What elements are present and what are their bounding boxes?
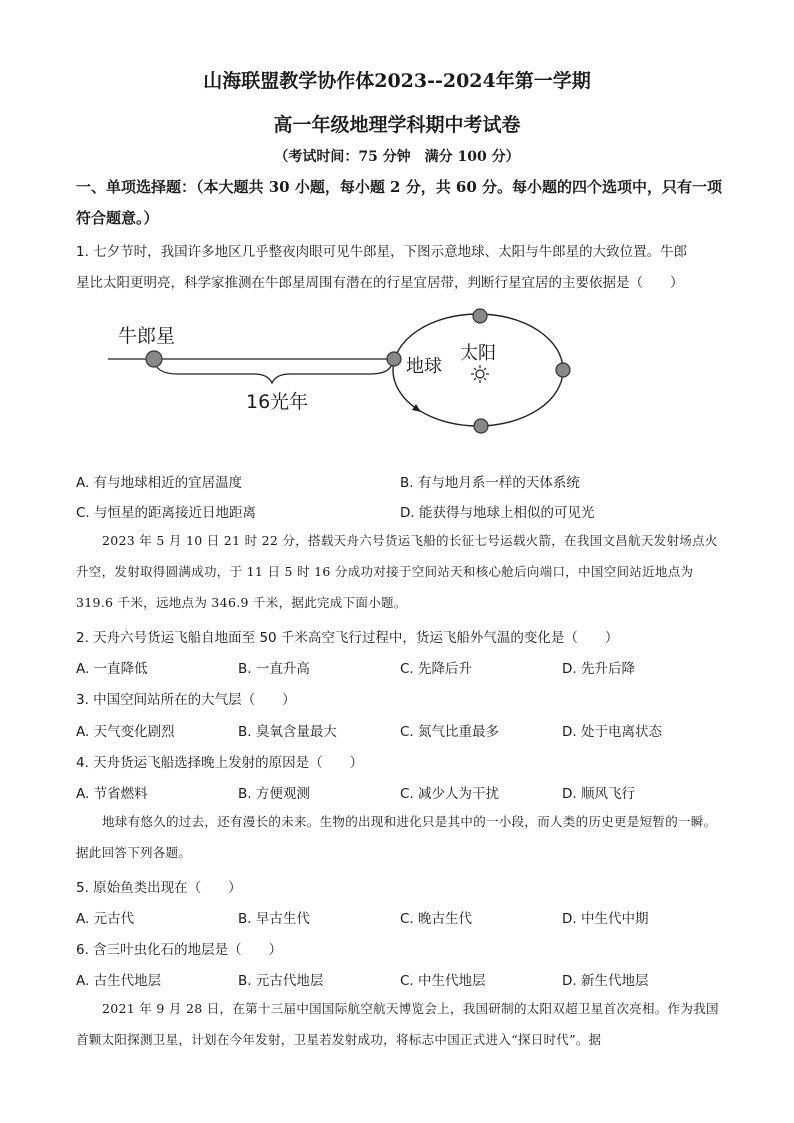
earth-icon: [387, 352, 401, 366]
q6-option-a[interactable]: A. 古生代地层: [76, 973, 162, 989]
q2-option-c[interactable]: C. 先降后升: [400, 661, 473, 677]
q4-option-a[interactable]: A. 节省燃料: [76, 786, 148, 802]
q1-stem-line1: 1. 七夕节时，我国许多地区几乎整夜肉眼可见牛郎星，下图示意地球、太阳与牛郎星的大致位置。牛郎: [76, 244, 688, 260]
q1-option-d[interactable]: D. 能获得与地球上相似的可见光: [400, 505, 595, 521]
q3-option-b[interactable]: B. 臭氧含量最大: [238, 724, 337, 740]
q2-option-d[interactable]: D. 先升后降: [562, 661, 635, 677]
q4-stem: 4. 天舟货运飞船选择晚上发射的原因是（ ）: [76, 755, 364, 771]
orbit-arrow-icon: [412, 404, 421, 412]
q2-option-a[interactable]: A. 一直降低: [76, 661, 148, 677]
q5-option-a[interactable]: A. 元古代: [76, 911, 135, 927]
q6-option-b[interactable]: B. 元古代地层: [238, 973, 324, 989]
q1-stem-line2: 星比太阳更明亮，科学家推测在牛郎星周围有潜在的行星宜居带，判断行星宜居的主要依据是（ ）: [76, 275, 684, 291]
passage-solar-satellite: 2021 年 9 月 28 日，在第十三届中国国际航空航天博览会上，我国研制的太阳双超卫星首次亮相。作为我国首颗太阳探测卫星，计划在今年发射，卫星若发射成功，将标志中国正式进入“探日时代”。据: [76, 1001, 719, 1047]
q5-option-b[interactable]: B. 早古生代: [238, 911, 310, 927]
q1-option-c[interactable]: C. 与恒星的距离接近日地距离: [76, 505, 257, 521]
sun-label: 太阳: [460, 343, 496, 364]
q1-diagram: [0, 300, 794, 450]
exam-title-line1: 山海联盟教学协作体2023--2024年第一学期: [203, 70, 591, 92]
section-heading: 一、单项选择题：（本大题共 30 小题，每小题 2 分，共 60 分。每小题的四个选项中，只有一项符合题意。）: [76, 178, 723, 227]
q6-option-d[interactable]: D. 新生代地层: [562, 973, 649, 989]
passage-earth-history: 地球有悠久的过去，还有漫长的未来。生物的出现和进化只是其中的一小段，而人类的历史更是短暂的一瞬。据此回答下列各题。: [76, 814, 717, 860]
q1-option-a[interactable]: A. 有与地球相近的宜居温度: [76, 475, 243, 491]
q2-stem: 2. 天舟六号货运飞船自地面至 50 千米高空飞行过程中，货运飞船外气温的变化是（ ）: [76, 630, 619, 646]
q6-stem: 6. 含三叶虫化石的地层是（ ）: [76, 942, 283, 958]
earth-orbit-position-bottom-icon: [474, 419, 488, 433]
q4-option-b[interactable]: B. 方便观测: [238, 786, 310, 802]
q3-stem: 3. 中国空间站所在的大气层（ ）: [76, 692, 296, 708]
q3-option-d[interactable]: D. 处于电离状态: [562, 724, 662, 740]
earth-label: 地球: [406, 356, 442, 377]
q6-option-c[interactable]: C. 中生代地层: [400, 973, 486, 989]
q5-option-d[interactable]: D. 中生代中期: [562, 911, 649, 927]
star-label: 牛郎星: [118, 325, 176, 347]
distance-label: 16光年: [246, 391, 309, 413]
q5-option-c[interactable]: C. 晚古生代: [400, 911, 473, 927]
q1-option-b[interactable]: B. 有与地月系一样的天体系统: [400, 475, 580, 491]
distance-brace: [155, 363, 392, 383]
earth-orbit-position-top-icon: [473, 309, 487, 323]
exam-info: （考试时间：75 分钟 满分 100 分）: [274, 149, 520, 165]
earth-orbit-position-right-icon: [556, 363, 570, 377]
q5-stem: 5. 原始鱼类出现在（ ）: [76, 880, 242, 896]
q4-option-c[interactable]: C. 减少人为干扰: [400, 786, 500, 802]
q4-option-d[interactable]: D. 顺风飞行: [562, 786, 635, 802]
q3-option-c[interactable]: C. 氮气比重最多: [400, 724, 500, 740]
passage-tianzhou: 2023 年 5 月 10 日 21 时 22 分，搭载天舟六号货运飞船的长征七号运载火箭，在我国文昌航天发射场点火升空，发射取得圆满成功，于 11 日 5 时 16 分成功对接于空间站天和核心舱后向端口，中国空间站近地点为 319.6 千米，远地点为 346.9 千米，据此完成下面小题。: [76, 533, 718, 610]
q2-option-b[interactable]: B. 一直升高: [238, 661, 310, 677]
q3-option-a[interactable]: A. 天气变化剧烈: [76, 724, 175, 740]
sun-icon: [471, 365, 489, 383]
exam-title-line2: 高一年级地理学科期中考试卷: [273, 114, 521, 136]
altair-star-icon: [146, 351, 162, 367]
